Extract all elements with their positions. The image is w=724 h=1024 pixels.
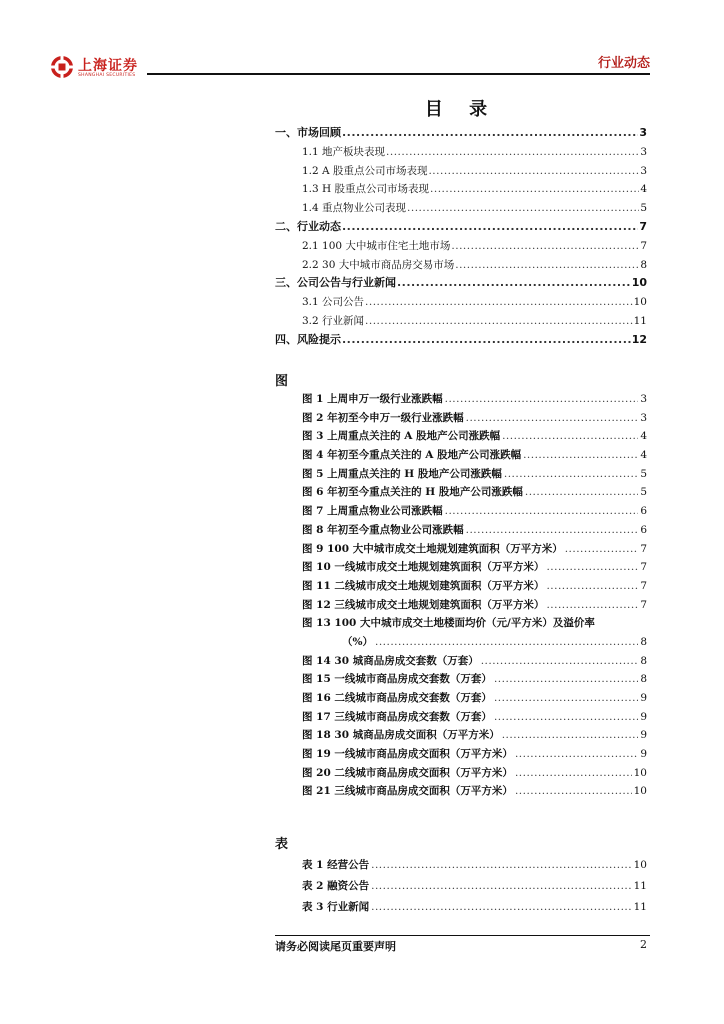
list-of-figures xyxy=(302,390,647,801)
toc-entry[interactable] xyxy=(275,180,647,199)
figure-entry[interactable] xyxy=(302,465,647,484)
entry-label: 1.4 重点物业公司表现 xyxy=(302,202,407,215)
figure-entry[interactable] xyxy=(302,782,647,801)
entry-page-number: 12 xyxy=(631,332,647,346)
figure-entry[interactable] xyxy=(302,577,647,596)
entry-label: 3.2 行业新闻 xyxy=(302,314,365,327)
table-entry[interactable] xyxy=(302,897,647,918)
entry-page-number: 10 xyxy=(633,296,647,309)
entry-label: 1.3 H 股重点公司市场表现 xyxy=(302,183,430,196)
dot-leader xyxy=(445,502,639,521)
figure-entry[interactable] xyxy=(302,540,647,559)
entry-page-number: 8 xyxy=(640,635,647,648)
dot-leader xyxy=(494,708,638,727)
entry-label: 图 14 30 城商品房成交套数（万套） xyxy=(302,654,479,667)
dot-leader xyxy=(466,521,639,540)
toc-entry[interactable] xyxy=(275,293,647,312)
footer-disclaimer: 请务必阅读尾页重要声明 xyxy=(275,940,396,953)
toc-entry[interactable] xyxy=(275,256,647,275)
dot-leader xyxy=(515,745,638,764)
dot-leader xyxy=(451,237,639,256)
dot-leader xyxy=(502,726,639,745)
dot-leader xyxy=(407,199,639,218)
tables-heading: 表 xyxy=(275,837,289,852)
dot-leader xyxy=(525,483,638,502)
dot-leader xyxy=(546,596,638,615)
figure-entry-continued[interactable] xyxy=(302,633,647,652)
entry-page-number: 3 xyxy=(640,393,647,405)
dot-leader xyxy=(371,876,632,897)
figure-entry[interactable] xyxy=(302,409,647,428)
figure-entry[interactable] xyxy=(302,521,647,540)
figure-entry[interactable] xyxy=(302,502,647,521)
dot-leader xyxy=(565,540,639,559)
entry-label: （%） xyxy=(342,635,373,648)
dot-leader xyxy=(494,670,638,689)
logo-chinese-name: 上海证券 xyxy=(78,58,138,74)
figure-entry[interactable] xyxy=(302,614,647,633)
table-entry[interactable] xyxy=(302,876,647,897)
dot-leader xyxy=(466,409,639,428)
figures-heading: 图 xyxy=(275,374,289,389)
entry-page-number: 7 xyxy=(640,598,647,611)
entry-label: 图 9 100 大中城市成交土地规划建筑面积（万平方米） xyxy=(302,542,563,555)
toc-entry[interactable] xyxy=(275,124,647,143)
entry-page-number: 8 xyxy=(640,673,647,686)
dot-leader xyxy=(546,558,638,577)
entry-label: 图 4 年初至今重点关注的 A 股地产公司涨跌幅 xyxy=(302,449,522,462)
page-header xyxy=(0,0,724,80)
entry-page-number: 4 xyxy=(640,449,647,462)
entry-page-number: 7 xyxy=(640,561,647,574)
entry-label: 图 16 二线城市商品房成交套数（万套） xyxy=(302,692,492,704)
table-entry[interactable] xyxy=(302,855,647,876)
toc-entry[interactable] xyxy=(275,312,647,331)
entry-page-number: 10 xyxy=(633,785,647,798)
dot-leader xyxy=(523,446,638,465)
dot-leader xyxy=(342,331,631,350)
figure-entry[interactable] xyxy=(302,708,647,727)
shanghai-securities-logo-icon xyxy=(50,55,74,79)
entry-label: 1.2 A 股重点公司市场表现 xyxy=(302,164,428,177)
entry-page-number: 11 xyxy=(633,880,647,892)
entry-label: 图 10 一线城市成交土地规划建筑面积（万平方米） xyxy=(302,561,545,574)
entry-label: 3.1 公司公告 xyxy=(302,296,365,309)
figure-entry[interactable] xyxy=(302,390,647,409)
dot-leader xyxy=(371,897,632,918)
toc-entry[interactable] xyxy=(275,237,647,256)
dot-leader xyxy=(375,633,638,652)
figure-entry[interactable] xyxy=(302,483,647,502)
figure-entry[interactable] xyxy=(302,670,647,689)
entry-label: 图 13 100 大中城市成交土地楼面均价（元/平方米）及溢价率 xyxy=(302,617,595,630)
dot-leader xyxy=(504,465,638,484)
figure-entry[interactable] xyxy=(302,689,647,708)
toc-entry[interactable] xyxy=(275,162,647,181)
entry-label: 图 17 三线城市商品房成交套数（万套） xyxy=(302,710,492,723)
report-category: 行业动态 xyxy=(597,56,650,71)
figure-entry[interactable] xyxy=(302,652,647,671)
list-of-tables xyxy=(302,855,647,918)
entry-label: 三、公司公告与行业新闻 xyxy=(275,276,396,290)
table-of-contents xyxy=(275,124,647,350)
entry-label: 二、行业动态 xyxy=(275,219,341,233)
figure-entry[interactable] xyxy=(302,427,647,446)
entry-label: 图 12 三线城市成交土地规划建筑面积（万平方米） xyxy=(302,598,545,611)
entry-page-number: 11 xyxy=(633,314,647,327)
toc-entry[interactable] xyxy=(275,218,647,237)
entry-page-number: 5 xyxy=(640,486,647,499)
entry-label: 图 8 年初至今重点物业公司涨跌幅 xyxy=(302,523,464,536)
entry-page-number: 8 xyxy=(640,654,647,667)
page-number: 2 xyxy=(640,938,647,951)
entry-label: 图 2 年初至今申万一级行业涨跌幅 xyxy=(302,411,464,424)
footer-divider xyxy=(275,935,650,936)
page-title: 目 录 xyxy=(424,99,498,120)
dot-leader xyxy=(502,427,638,446)
dot-leader xyxy=(342,124,638,143)
entry-page-number: 10 xyxy=(633,766,647,779)
dot-leader xyxy=(365,312,633,331)
entry-label: 图 6 年初至今重点关注的 H 股地产公司涨跌幅 xyxy=(302,486,523,499)
entry-label: 图 7 上周重点物业公司涨跌幅 xyxy=(302,505,443,518)
entry-label: 图 5 上周重点关注的 H 股地产公司涨跌幅 xyxy=(302,467,502,480)
entry-label: 表 1 经营公告 xyxy=(302,859,370,871)
dot-leader xyxy=(455,256,639,275)
toc-entry[interactable] xyxy=(275,331,647,350)
entry-page-number: 3 xyxy=(639,126,647,139)
dot-leader xyxy=(342,218,638,237)
dot-leader xyxy=(397,274,631,293)
entry-label: 图 3 上周重点关注的 A 股地产公司涨跌幅 xyxy=(302,430,501,443)
entry-label: 图 19 一线城市商品房成交面积（万平方米） xyxy=(302,748,513,761)
toc-entry[interactable] xyxy=(275,199,647,218)
entry-page-number: 9 xyxy=(640,748,647,761)
entry-page-number: 7 xyxy=(640,542,647,555)
figure-entry[interactable] xyxy=(302,558,647,577)
entry-page-number: 3 xyxy=(640,145,647,158)
dot-leader xyxy=(371,855,632,876)
entry-page-number: 3 xyxy=(640,164,647,177)
entry-label: 2.2 30 大中城市商品房交易市场 xyxy=(302,258,455,271)
entry-label: 1.1 地产板块表现 xyxy=(302,145,386,158)
entry-page-number: 9 xyxy=(640,729,647,742)
entry-page-number: 11 xyxy=(633,901,647,913)
entry-page-number: 3 xyxy=(640,411,647,424)
dot-leader xyxy=(546,577,638,596)
entry-page-number: 6 xyxy=(640,523,647,536)
logo-english-name: SHANGHAI SECURITIES xyxy=(78,73,136,78)
entry-page-number: 7 xyxy=(640,239,647,252)
entry-page-number: 9 xyxy=(640,692,647,704)
dot-leader xyxy=(445,390,639,409)
entry-label: 一、市场回顾 xyxy=(275,126,341,139)
entry-page-number: 6 xyxy=(640,505,647,518)
dot-leader xyxy=(481,652,639,671)
entry-label: 图 15 一线城市商品房成交套数（万套） xyxy=(302,673,492,686)
entry-label: 表 3 行业新闻 xyxy=(302,901,370,913)
header-divider xyxy=(147,73,650,75)
figure-entry[interactable] xyxy=(302,726,647,745)
entry-label: 图 1 上周申万一级行业涨跌幅 xyxy=(302,393,443,405)
entry-label: 表 2 融资公告 xyxy=(302,880,370,892)
dot-leader xyxy=(365,293,633,312)
dot-leader xyxy=(428,162,639,181)
dot-leader xyxy=(430,180,639,199)
entry-page-number: 8 xyxy=(640,258,647,271)
entry-page-number: 7 xyxy=(640,579,647,592)
entry-page-number: 7 xyxy=(639,219,647,233)
entry-page-number: 4 xyxy=(640,430,647,443)
entry-label: 2.1 100 大中城市住宅土地市场 xyxy=(302,239,451,252)
entry-label: 图 18 30 城商品房成交面积（万平方米） xyxy=(302,729,500,742)
dot-leader xyxy=(494,689,638,708)
entry-page-number: 4 xyxy=(640,183,647,196)
entry-label: 四、风险提示 xyxy=(275,332,341,346)
figure-entry[interactable] xyxy=(302,446,647,465)
figure-entry[interactable] xyxy=(302,745,647,764)
entry-page-number: 5 xyxy=(640,202,647,215)
entry-label: 图 20 二线城市商品房成交面积（万平方米） xyxy=(302,766,513,779)
entry-label: 图 11 二线城市成交土地规划建筑面积（万平方米） xyxy=(302,579,545,592)
figure-entry[interactable] xyxy=(302,764,647,783)
entry-label: 图 21 三线城市商品房成交面积（万平方米） xyxy=(302,785,513,798)
toc-entry[interactable] xyxy=(275,143,647,162)
entry-page-number: 10 xyxy=(631,276,647,290)
figure-entry[interactable] xyxy=(302,596,647,615)
entry-page-number: 9 xyxy=(640,710,647,723)
toc-entry[interactable] xyxy=(275,274,647,293)
entry-page-number: 10 xyxy=(633,859,647,871)
dot-leader xyxy=(386,143,639,162)
dot-leader xyxy=(515,764,632,783)
entry-page-number: 5 xyxy=(640,467,647,480)
dot-leader xyxy=(515,782,632,801)
